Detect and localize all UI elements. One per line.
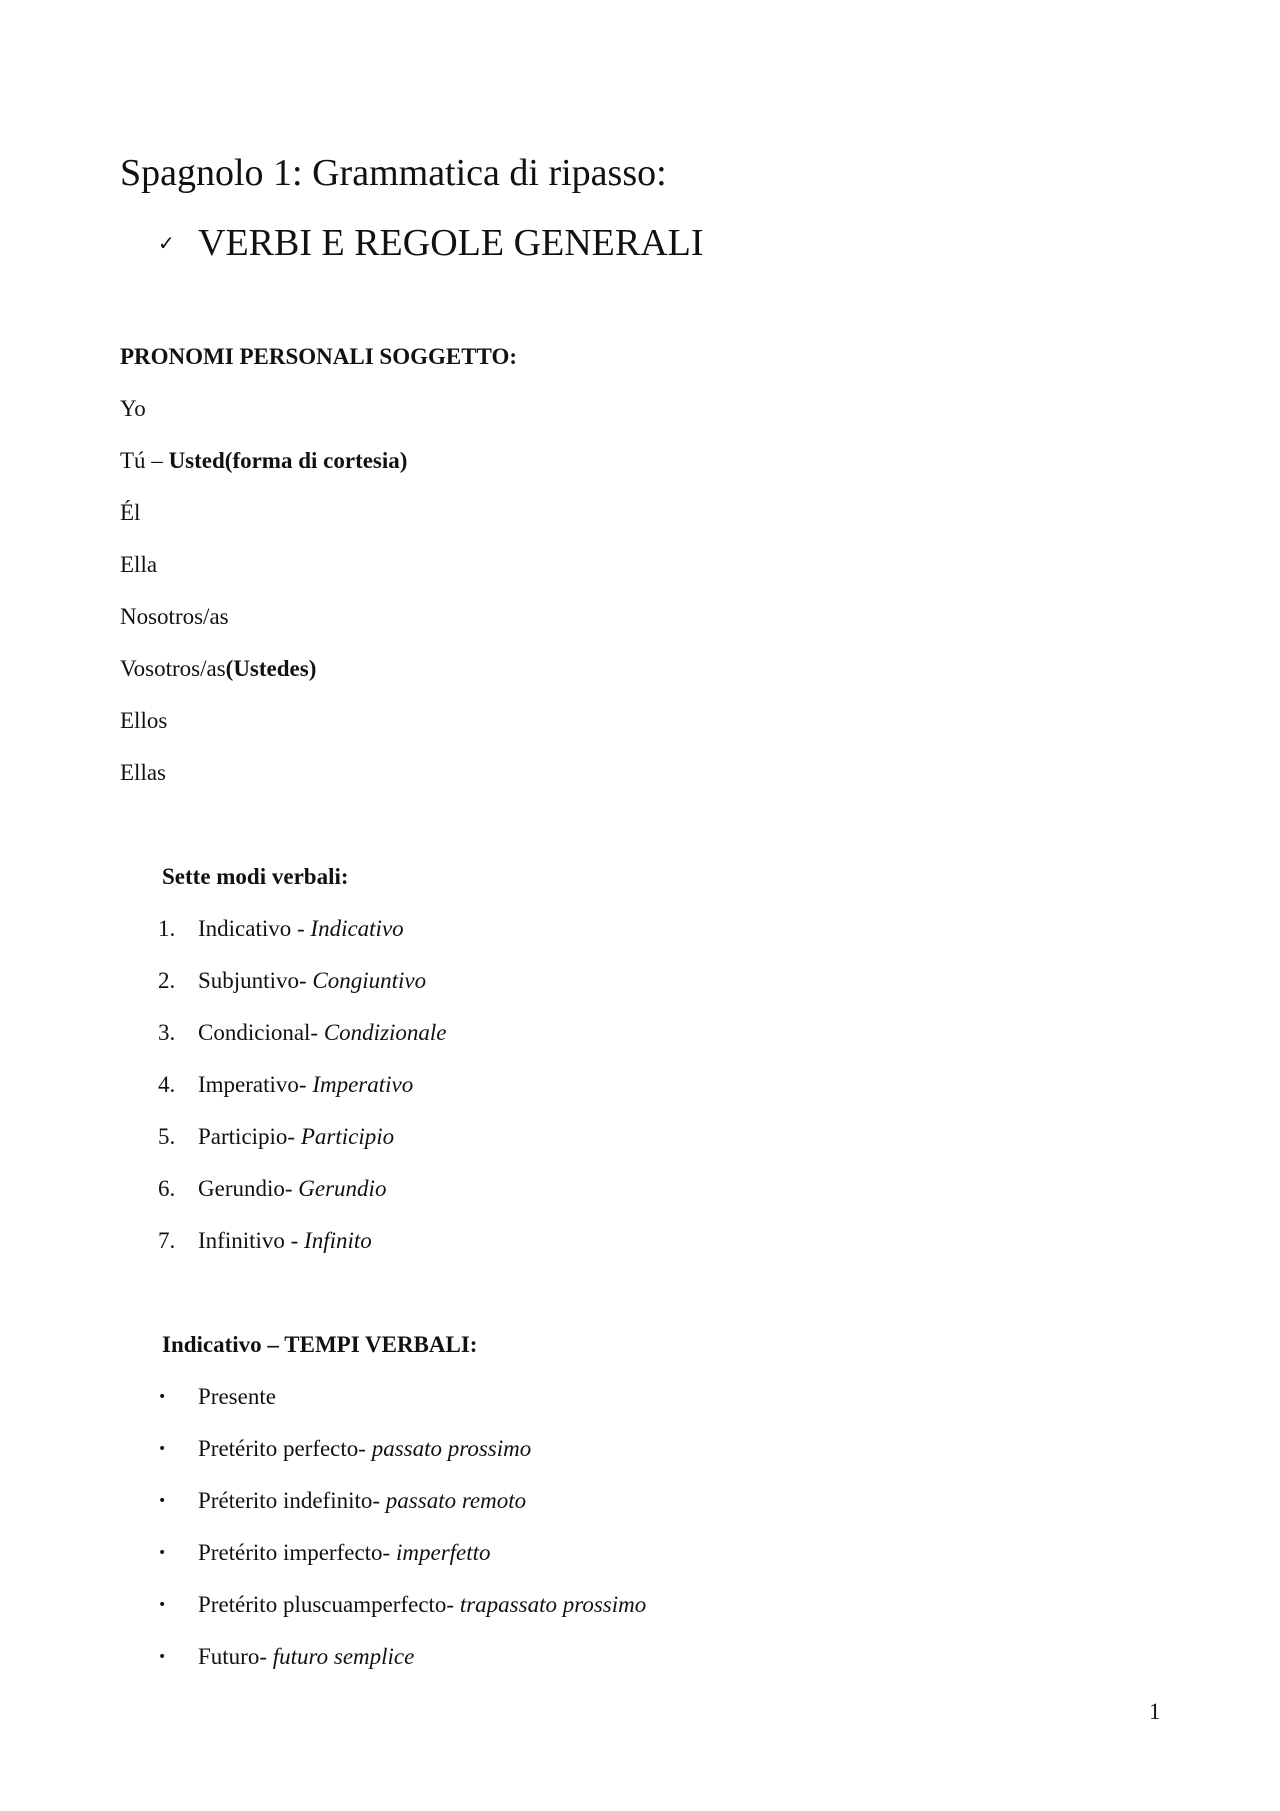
pronoun-ella: Ella <box>120 552 158 577</box>
pronoun-usted: Usted(forma di cortesia) <box>168 448 408 473</box>
bullet-icon: • <box>158 1441 167 1457</box>
tense-es: Préterito indefinito- <box>198 1488 386 1513</box>
bullet-icon: • <box>158 1389 167 1405</box>
mode-it: Gerundio <box>298 1176 387 1201</box>
tense-list-item <box>158 1434 531 1464</box>
pronouns-heading: PRONOMI PERSONALI SOGGETTO: <box>120 344 518 369</box>
tense-es: Pretérito perfecto- <box>198 1436 372 1461</box>
pronoun-vosotros-ustedes <box>120 654 316 684</box>
tense-it: passato prossimo <box>371 1436 532 1461</box>
tenses-heading: Indicativo – TEMPI VERBALI: <box>162 1332 478 1357</box>
modes-heading: Sette modi verbali: <box>162 864 349 889</box>
mode-it: Infinito <box>304 1228 372 1253</box>
pronoun-nosotros: Nosotros/as <box>120 604 229 629</box>
tense-list-item <box>158 1486 526 1516</box>
tense-es: Pretérito imperfecto- <box>198 1540 396 1565</box>
mode-es: Infinitivo - <box>198 1228 305 1253</box>
pronoun-ustedes: (Ustedes) <box>225 656 317 681</box>
tense-it: futuro semplice <box>272 1644 415 1669</box>
mode-list-item <box>158 1226 372 1256</box>
mode-it: Indicativo <box>310 916 404 941</box>
tense-list-item <box>158 1642 414 1672</box>
tense-it: imperfetto <box>395 1540 491 1565</box>
mode-es: Subjuntivo- <box>198 968 313 993</box>
tense-es: Presente <box>198 1384 276 1409</box>
pronoun-ellos: Ellos <box>120 708 168 733</box>
subtitle-row <box>158 220 704 266</box>
mode-es: Imperativo- <box>198 1072 313 1097</box>
tense-it: trapassato prossimo <box>459 1592 647 1617</box>
list-number: 4. <box>158 1072 176 1097</box>
pronoun-vosotros: Vosotros/as <box>120 656 226 681</box>
mode-it: Condizionale <box>323 1020 447 1045</box>
tense-it: passato remoto <box>385 1488 527 1513</box>
pronoun-yo: Yo <box>120 396 146 421</box>
pronoun-ellas: Ellas <box>120 760 166 785</box>
mode-it: Congiuntivo <box>312 968 427 993</box>
mode-list-item <box>158 914 404 944</box>
list-number: 7. <box>158 1228 176 1253</box>
bullet-icon: • <box>158 1597 167 1613</box>
tense-es: Pretérito pluscuamperfecto- <box>198 1592 460 1617</box>
mode-list-item <box>158 1174 386 1204</box>
bullet-icon: • <box>158 1493 167 1509</box>
list-number: 6. <box>158 1176 176 1201</box>
mode-es: Gerundio- <box>198 1176 299 1201</box>
pronoun-tu-usted <box>120 446 407 476</box>
tense-list-item <box>158 1538 491 1568</box>
tense-es: Futuro- <box>198 1644 273 1669</box>
section-subtitle: VERBI E REGOLE GENERALI <box>198 222 704 264</box>
tense-list-item <box>158 1382 276 1412</box>
pronoun-tu: Tú – <box>120 448 169 473</box>
mode-list-item <box>158 1018 447 1048</box>
list-number: 3. <box>158 1020 176 1045</box>
mode-list-item <box>158 966 426 996</box>
document-title: Spagnolo 1: Grammatica di ripasso: <box>120 152 667 194</box>
list-number: 1. <box>158 916 176 941</box>
mode-it: Imperativo <box>312 1072 414 1097</box>
mode-list-item <box>158 1070 413 1100</box>
list-number: 5. <box>158 1124 176 1149</box>
checkmark-icon: ✓ <box>158 231 175 255</box>
page-number: 1 <box>1149 1699 1161 1724</box>
list-number: 2. <box>158 968 176 993</box>
mode-list-item <box>158 1122 394 1152</box>
bullet-icon: • <box>158 1649 167 1665</box>
mode-es: Participio- <box>198 1124 301 1149</box>
mode-it: Participio <box>300 1124 395 1149</box>
bullet-icon: • <box>158 1545 167 1561</box>
mode-es: Condicional- <box>198 1020 324 1045</box>
pronoun-el: Él <box>120 500 141 525</box>
tense-list-item <box>158 1590 646 1620</box>
mode-es: Indicativo - <box>198 916 311 941</box>
